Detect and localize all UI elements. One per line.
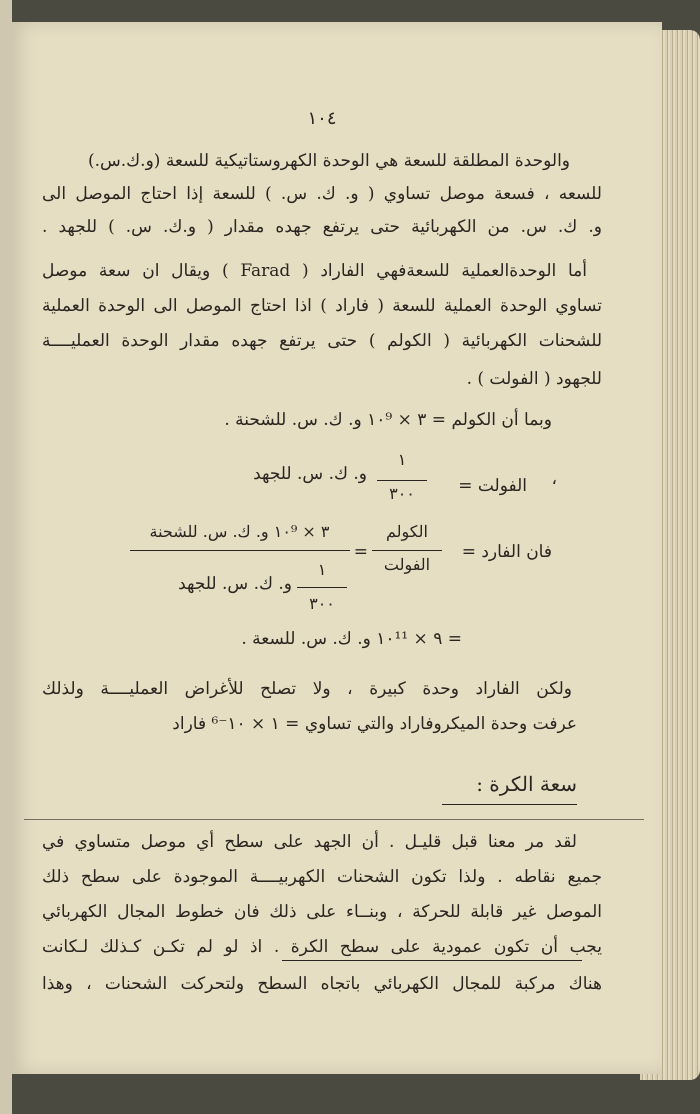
para1-line-2: للسعه ، فسعة موصل تساوي ( و. ك. س. ) للسعة إذا احتاج الموصل الى xyxy=(42,184,602,204)
farad-eq-lhs: فان الفارد = xyxy=(461,542,552,562)
para1-line-1: والوحدة المطلقة للسعة هي الوحدة الكهروستاتيكية للسعة (و.ك.س.) xyxy=(87,151,570,171)
para2-line-3: للشحنات الكهربائية ( الكولم ) حتى يرتفع جهده مقدار الوحدة العمليــــة xyxy=(42,331,602,351)
farad-eq-frac2-num: ٣ × ١٠⁹ و. ك. س. للشحنة xyxy=(149,522,330,541)
para2-line-1: أما الوحدةالعملية للسعةفهي الفاراد ( Farad ) ويقال ان سعة موصل xyxy=(42,261,587,281)
para1-line-3: و. ك. س. من الكهربائية حتى يرتفع جهده مقدار ( و.ك. س. ) للجهد . xyxy=(42,217,602,237)
volt-eq-denominator: ٣٠٠ xyxy=(389,484,415,503)
section-heading: سعة الكرة : xyxy=(476,772,577,796)
farad-eq-inner-bar xyxy=(297,587,347,588)
para4-line-5: هناك مركبة للمجال الكهربائي باتجاه السطح ولتحركت الشحنات ، وهذا xyxy=(42,974,602,994)
para4-line-3: الموصل غير قابلة للحركة ، وبنــاء على ذلك فان خطوط المجال الكهربائي xyxy=(42,902,602,922)
volt-eq-comma: ، xyxy=(551,469,557,489)
volt-eq-unit: و. ك. س. للجهد xyxy=(253,464,367,484)
farad-eq-frac1-den: الفولت xyxy=(383,555,431,574)
farad-eq-inner-num: ١ xyxy=(317,560,327,579)
farad-eq-frac1-num: الكولم xyxy=(386,522,428,541)
farad-eq-inner-den: ٣٠٠ xyxy=(309,594,335,613)
para2-line-4: للجهود ( الفولت ) . xyxy=(466,369,602,389)
coulomb-equation: وبما أن الكولم = ٣ × ١٠⁹ و. ك. س. للشحنة . xyxy=(224,410,552,430)
para4-line-1: لقد مر معنا قبل قليـل . أن الجهد على سطح أي موصل متساوي في xyxy=(42,832,577,852)
farad-eq-equals: = xyxy=(353,542,368,562)
para3-line-1: ولكن الفاراد وحدة كبيرة ، ولا تصلح للأغراض العمليــــة ولذلك xyxy=(42,679,572,699)
farad-eq-frac1-bar xyxy=(372,550,442,551)
book-binding-edge xyxy=(0,0,12,1114)
section-divider xyxy=(24,819,644,820)
farad-eq-inner-unit: و. ك. س. للجهد xyxy=(178,574,292,594)
para4-line-2: جميع نقاطه . ولذا تكون الشحنات الكهربيــــة الموجودة على سطح ذلك xyxy=(42,867,602,887)
volt-eq-fraction-bar xyxy=(377,480,427,481)
farad-result: = ٩ × ١٠¹¹ و. ك. س. للسعة . xyxy=(241,629,462,649)
farad-eq-frac2-bar xyxy=(130,550,350,551)
para4-underline xyxy=(282,960,582,961)
volt-eq-lhs: الفولت = xyxy=(458,476,527,496)
para3-line-2: عرفت وحدة الميكروفاراد والتي تساوي = ١ × ١٠⁻⁶ فاراد xyxy=(172,714,577,734)
para2-line-2: تساوي الوحدة العملية للسعة ( فاراد ) اذا احتاج الموصل الى الوحدة العملية xyxy=(42,296,602,316)
para4-line-4: يجب أن تكون عمودية على سطح الكرة . اذ لو لم تكـن كـذلك لـكانت xyxy=(42,937,602,957)
page-number: ١٠٤ xyxy=(307,108,337,129)
section-heading-underline xyxy=(442,804,577,805)
book-page xyxy=(12,22,662,1074)
volt-eq-numerator: ١ xyxy=(397,450,407,469)
